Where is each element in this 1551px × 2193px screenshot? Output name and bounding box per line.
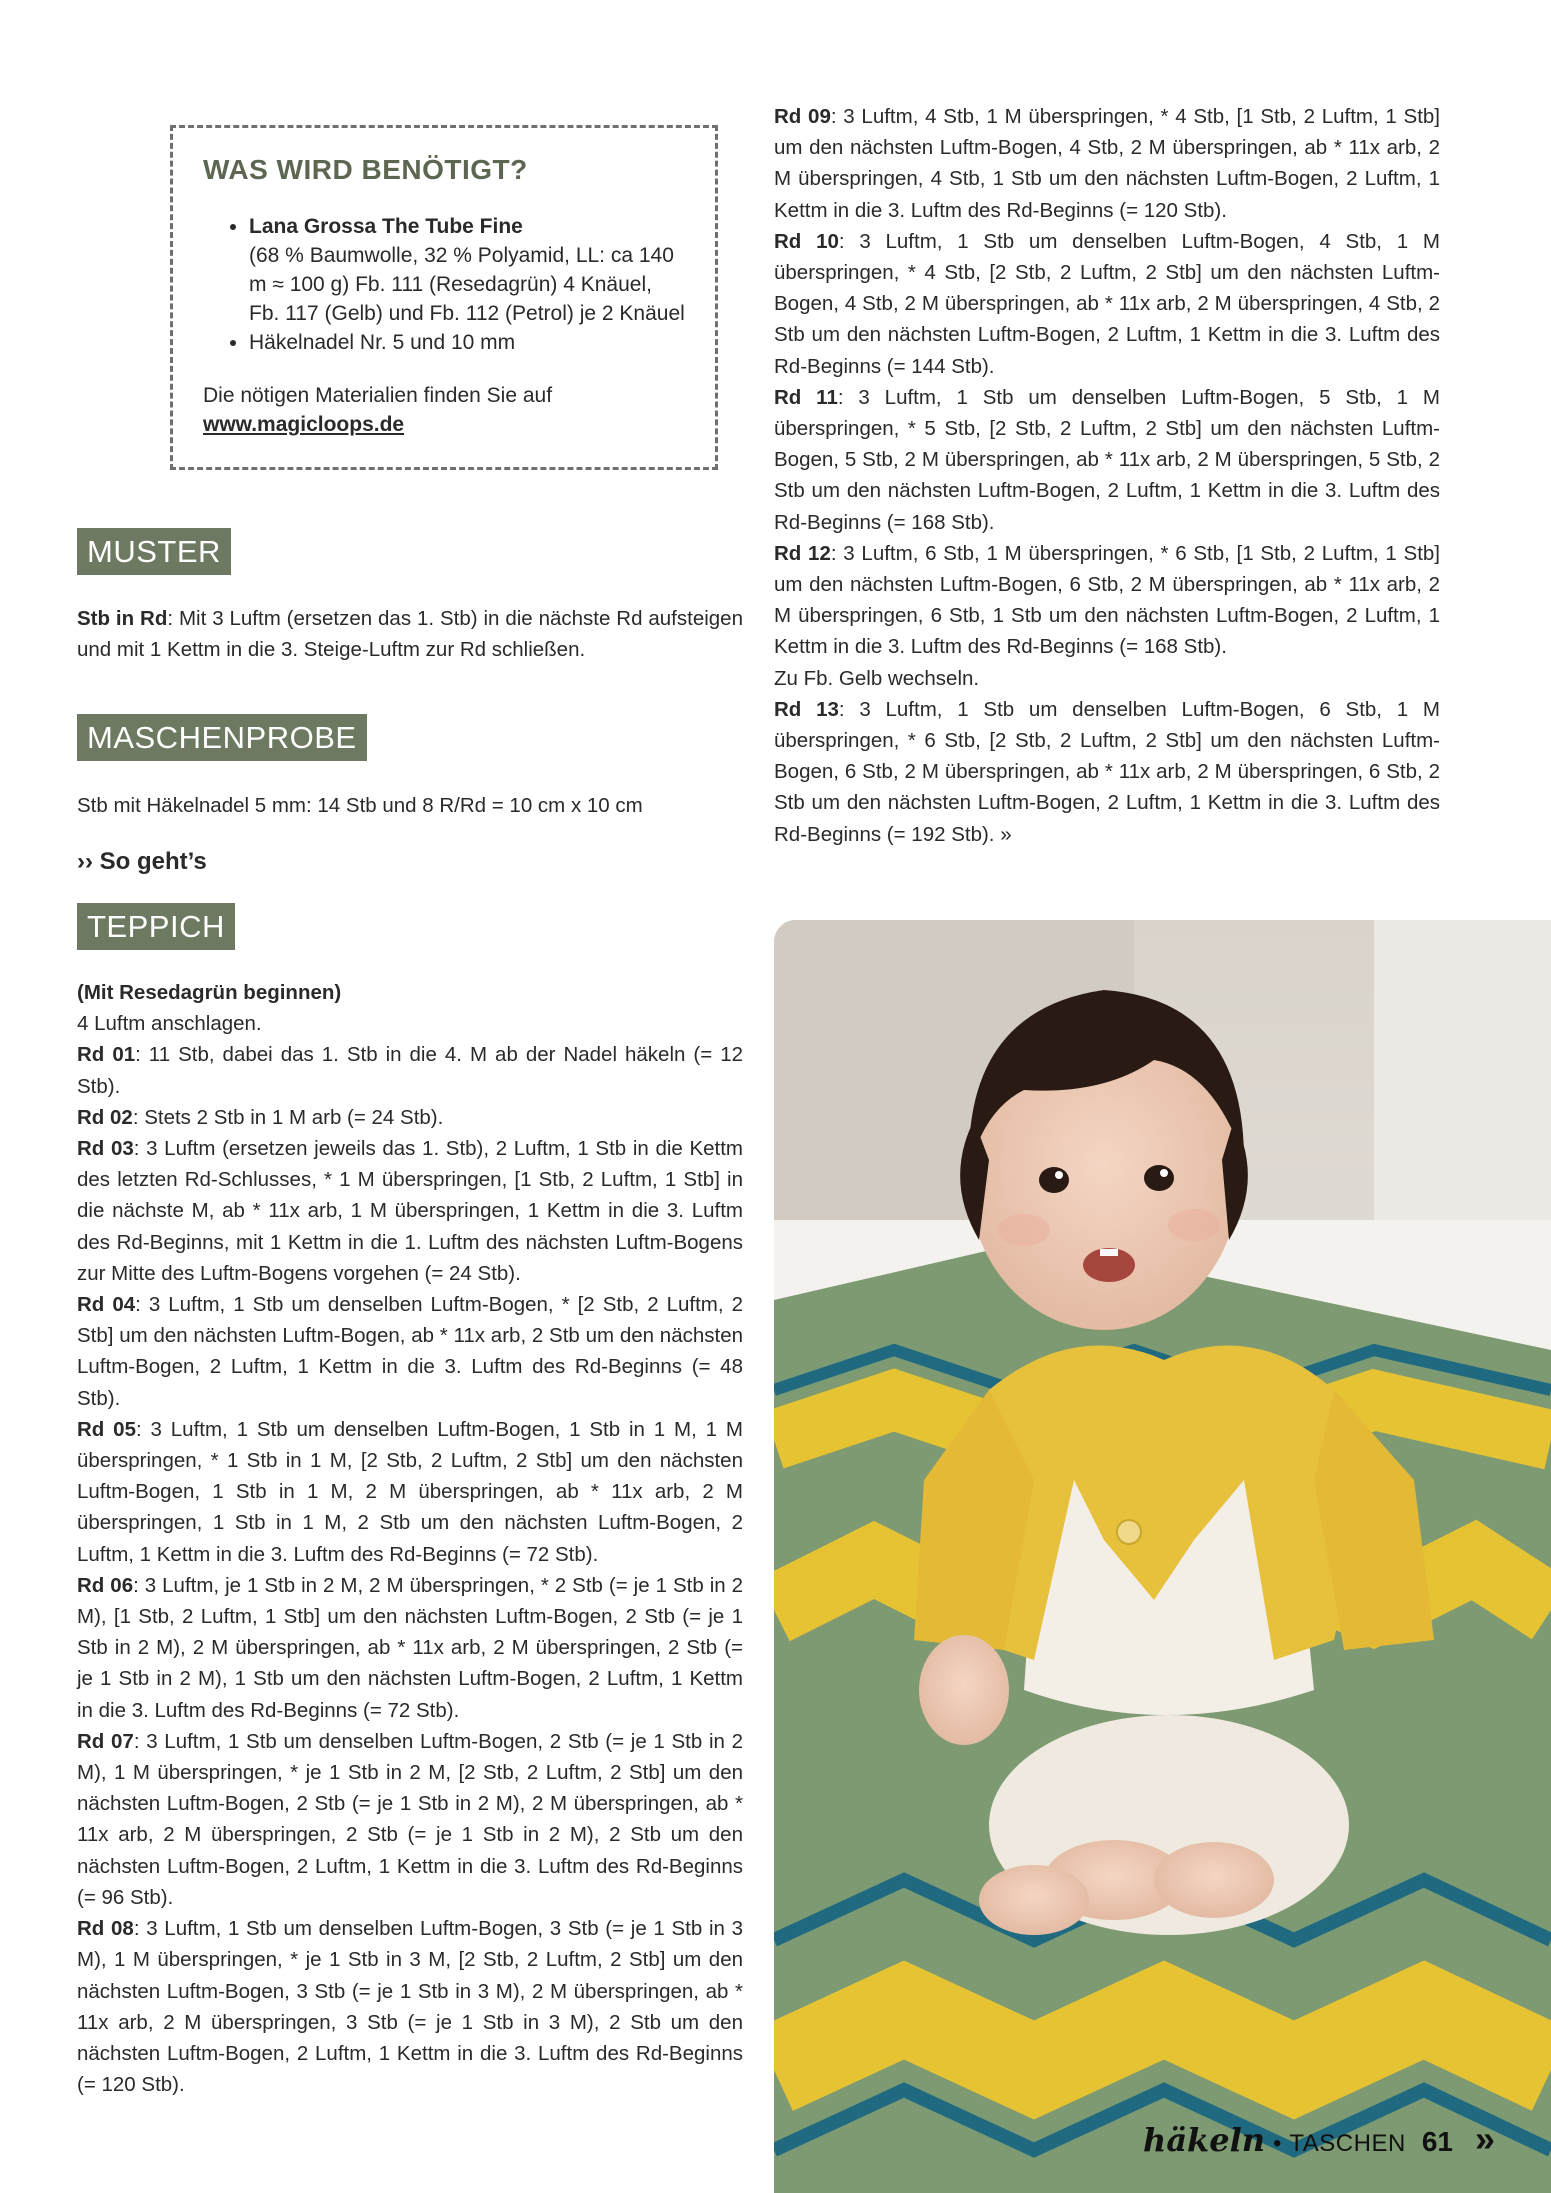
round-label: Rd 10: [774, 229, 839, 253]
round-text: : 3 Luftm, 1 Stb um denselben Luftm-Bogen, 2 Stb (= je 1 Stb in 2 M), 1 M überspringen, * je 1 Stb in 2 M, [2 Stb, 2 Luftm, 2 Stb] um den nächsten Luftm-Bogen, 2 Stb (= je 1 Stb in 2 M), 2 M überspringen, ab * 11x arb, 2 M überspringen, 2 Stb (= je 1 Stb in 2 M), 2 Stb um den nächsten Luftm-Bogen, 2 Luftm, 1 Kettm in die 3. Luftm des Rd-Beginns (= 96 Stb).: [77, 1729, 744, 1909]
round-instruction: [774, 663, 1440, 694]
materials-item: [249, 212, 687, 328]
round-instruction: [77, 1133, 743, 1289]
round-instruction: [77, 1039, 743, 1101]
round-instruction: [774, 694, 1440, 850]
round-label: Rd 08: [77, 1917, 134, 1941]
round-instruction: [774, 101, 1440, 226]
round-label: Rd 09: [774, 105, 831, 128]
materials-note-text: Die nötigen Materialien finden Sie auf: [203, 384, 553, 407]
materials-note: [203, 381, 687, 439]
round-text: : 3 Luftm, 6 Stb, 1 M überspringen, * 6 Stb, [1 Stb, 2 Luftm, 1 Stb] um den nächsten Luftm-Bogen, 6 Stb, 2 M überspringen, ab * 11x arb, 2 M überspringen, 6 Stb, 1 Stb um den nächsten Luftm-Bogen, 2 Luftm, 1 Kettm in die 3. Luftm des Rd-Beginns (= 168 Stb).: [774, 541, 1441, 659]
round-label: Rd 01: [77, 1043, 136, 1067]
round-instruction: [77, 1726, 743, 1913]
materials-link[interactable]: www.magicloops.de: [203, 413, 405, 436]
teppich-intro: 4 Luftm anschlagen.: [77, 1012, 262, 1036]
continue-arrow-icon[interactable]: »: [1474, 2118, 1495, 2159]
round-label: Rd 13: [774, 697, 839, 721]
round-text: : 3 Luftm, je 1 Stb in 2 M, 2 M überspringen, * 2 Stb (= je 1 Stb in 2 M), [1 Stb, 2 Luftm, 1 Stb] um den nächsten Luftm-Bogen, 2 Stb (= je 1 Stb in 2 M), 2 M überspringen, ab * 11x arb, 2 M überspringen, 2 Stb (= je 1 Stb in 2 M), 1 Stb um den nächsten Luftm-Bogen, 2 Luftm, 1 Kettm in die 3. Luftm des Rd-Beginns (= 72 Stb).: [77, 1573, 744, 1722]
baby-on-blanket-photo: [774, 920, 1551, 2193]
teppich-left-column: [77, 977, 743, 2100]
yarn-name: Lana Grossa The Tube Fine: [249, 215, 523, 238]
section-heading-maschenprobe: MASCHENPROBE: [77, 714, 367, 761]
materials-box: [170, 125, 718, 470]
materials-list: [203, 212, 687, 357]
round-text: : Stets 2 Stb in 1 M arb (= 24 Stb).: [132, 1105, 444, 1129]
teppich-intro-bold: (Mit Resedagrün beginnen): [77, 981, 342, 1004]
round-text: : 3 Luftm, 1 Stb um denselben Luftm-Bogen, 4 Stb, 1 M überspringen, * 4 Stb, [2 Stb, 2 Luftm, 2 Stb] um den nächsten Luftm-Bogen, 4 Stb, 2 M überspringen, ab * 11x arb, 2 M überspringen, 4 Stb, 2 Stb um den nächsten Luftm-Bogen, 2 Luftm, 1 Kettm in die 3. Luftm des Rd-Beginns (= 144 Stb).: [774, 229, 1440, 378]
howto-marker: ›› So geht’s: [77, 848, 207, 875]
round-list-left: [77, 1039, 743, 2100]
footer-separator: •: [1273, 2130, 1282, 2157]
round-text: : 3 Luftm, 1 Stb um denselben Luftm-Bogen, 5 Stb, 1 M überspringen, * 5 Stb, [2 Stb, 2 Luftm, 2 Stb] um den nächsten Luftm-Bogen, 5 Stb, 2 M überspringen, ab * 11x arb, 2 M überspringen, 5 Stb, 2 Stb um den nächsten Luftm-Bogen, 2 Luftm, 1 Kettm in die 3. Luftm des Rd-Beginns (= 168 Stb).: [774, 385, 1440, 534]
footer-script-label: häkeln: [1143, 2121, 1265, 2159]
round-text: : 3 Luftm, 1 Stb um denselben Luftm-Bogen, 3 Stb (= je 1 Stb in 3 M), 1 M überspringen, * je 1 Stb in 3 M, [2 Stb, 2 Luftm, 2 Stb] um den nächsten Luftm-Bogen, 3 Stb (= je 1 Stb in 3 M), 2 M überspringen, ab * 11x arb, 2 M überspringen, 3 Stb (= je 1 Stb in 3 M), 2 Stb um den nächsten Luftm-Bogen, 2 Luftm, 1 Kettm in die 3. Luftm des Rd-Beginns (= 120 Stb).: [77, 1917, 744, 2097]
round-label: Rd 05: [77, 1417, 136, 1441]
round-label: Rd 12: [774, 541, 831, 565]
round-label: Rd 02: [77, 1105, 133, 1129]
round-label: Rd 04: [77, 1293, 136, 1317]
round-text: : 3 Luftm, 4 Stb, 1 M überspringen, * 4 Stb, [1 Stb, 2 Luftm, 1 Stb] um den nächsten Luftm-Bogen, 4 Stb, 2 M überspringen, ab * 11x arb, 2 M überspringen, 4 Stb, 1 Stb um den nächsten Luftm-Bogen, 2 Luftm, 1 Kettm in die 3. Luftm des Rd-Beginns (= 120 Stb).: [774, 105, 1441, 222]
section-heading-muster: MUSTER: [77, 528, 231, 575]
round-instruction: [77, 1102, 743, 1133]
page-footer: [1143, 2118, 1495, 2160]
hook-sizes: Häkelnadel Nr. 5 und 10 mm: [249, 331, 516, 354]
round-instruction: [774, 382, 1440, 538]
round-label: Rd 07: [77, 1729, 134, 1753]
teppich-right-column: [774, 101, 1440, 850]
round-instruction: [774, 538, 1440, 663]
materials-item: [249, 328, 687, 357]
muster-text: [77, 603, 743, 665]
round-text: : 3 Luftm, 1 Stb um denselben Luftm-Bogen, 1 Stb in 1 M, 1 M überspringen, * 1 Stb in 1 M, [2 Stb, 2 Luftm, 2 Stb] um den nächsten Luftm-Bogen, 1 Stb in 1 M, 2 M überspringen, ab * 11x arb, 2 M überspringen, 1 Stb in 1 M, 2 Stb um den nächsten Luftm-Bogen, 2 Luftm, 1 Kettm in die 3. Luftm des Rd-Beginns (= 72 Stb).: [77, 1417, 743, 1566]
round-text: : 3 Luftm, 1 Stb um denselben Luftm-Bogen, 6 Stb, 1 M überspringen, * 6 Stb, [2 Stb, 2 Luftm, 2 Stb] um den nächsten Luftm-Bogen, 6 Stb, 2 M überspringen, ab * 11x arb, 2 M überspringen, 6 Stb, 2 Stb um den nächsten Luftm-Bogen, 2 Luftm, 1 Kettm in die 3. Luftm des Rd-Beginns (= 192 Stb). »: [774, 697, 1440, 846]
muster-label: Stb in Rd: [77, 607, 168, 630]
photo-illustration: [774, 920, 1551, 2193]
round-instruction: [77, 1414, 743, 1570]
maschenprobe-text: Stb mit Häkelnadel 5 mm: 14 Stb und 8 R/Rd = 10 cm x 10 cm: [77, 794, 643, 817]
yarn-details: (68 % Baumwolle, 32 % Polyamid, LL: ca 140 m ≈ 100 g) Fb. 111 (Resedagrün) 4 Knäuel, Fb. 117 (Gelb) und Fb. 112 (Petrol) je 2 Knäuel: [249, 244, 685, 325]
page-number: 61: [1421, 2126, 1453, 2157]
round-instruction: [774, 226, 1440, 382]
materials-title: WAS WIRD BENÖTIGT?: [203, 154, 528, 185]
round-instruction: [77, 1913, 743, 2100]
muster-body: : Mit 3 Luftm (ersetzen das 1. Stb) in die nächste Rd aufsteigen und mit 1 Kettm in die 3. Steige-Luftm zur Rd schließen.: [77, 607, 743, 662]
footer-section: TASCHEN: [1289, 2130, 1406, 2157]
round-text: : 3 Luftm (ersetzen jeweils das 1. Stb), 2 Luftm, 1 Stb in die Kettm des letzten Rd-Schlusses, * 1 M überspringen, [1 Stb, 2 Luftm, 1 Stb] in die nächste M, ab * 11x arb, 1 M überspringen, 1 Kettm in die 3. Luftm des Rd-Beginns, mit 1 Kettm in die 1. Luftm des nächsten Luftm-Bogens zur Mitte des Luftm-Bogens vorgehen (= 24 Stb).: [77, 1137, 743, 1285]
round-label: Rd 03: [77, 1137, 134, 1161]
round-list-right: [774, 101, 1440, 850]
round-label: Rd 06: [77, 1573, 134, 1597]
round-text: : 3 Luftm, 1 Stb um denselben Luftm-Bogen, * [2 Stb, 2 Luftm, 2 Stb] um den nächsten Luftm-Bogen, ab * 11x arb, 2 Stb um den nächsten Luftm-Bogen, 2 Luftm, 1 Kettm in die 3. Luftm des Rd-Beginns (= 48 Stb).: [77, 1293, 743, 1410]
round-instruction: [77, 1570, 743, 1726]
section-heading-teppich: TEPPICH: [77, 903, 235, 950]
round-text: : 11 Stb, dabei das 1. Stb in die 4. M ab der Nadel häkeln (= 12 Stb).: [77, 1043, 743, 1098]
round-text: Zu Fb. Gelb wechseln.: [774, 666, 980, 690]
round-label: Rd 11: [774, 385, 838, 409]
round-instruction: [77, 1289, 743, 1414]
